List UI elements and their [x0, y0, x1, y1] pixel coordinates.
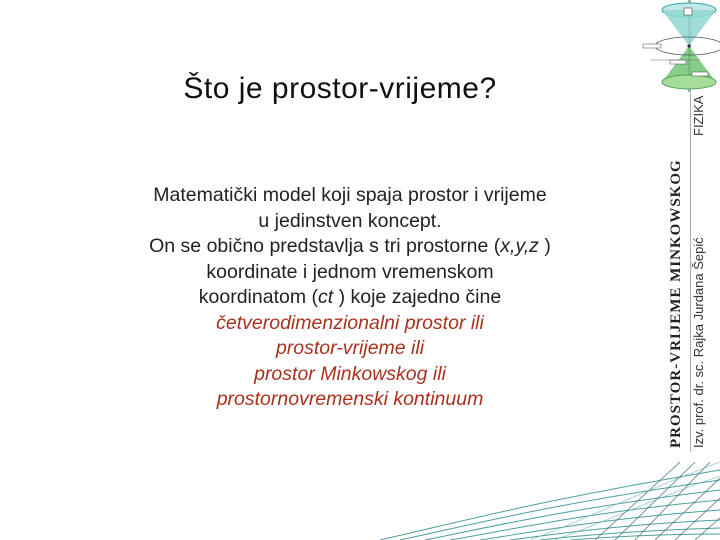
body-line-5-start: koordinatom ( — [198, 286, 318, 308]
body-line-5-end: ) koje zajedno čine — [333, 286, 502, 308]
body-line-3-end: ) — [538, 235, 551, 257]
term-continuum: prostornovremenski kontinuum — [216, 388, 484, 410]
body-line-4: koordinate i jednom vremenskom — [206, 260, 494, 283]
sidebar — [664, 48, 720, 448]
decorative-lines-icon — [380, 462, 720, 540]
body-line-2: u jedinstven koncept. — [258, 209, 442, 232]
slide-body — [80, 183, 620, 413]
term-minkowski-space: prostor Minkowskog ili — [254, 362, 446, 385]
coordinate-vars: x,y,z — [500, 235, 539, 257]
body-line-3-start: On se obično predstavlja s tri prostorne ( — [149, 235, 501, 257]
slide-title: Što je prostor-vrijeme? — [183, 72, 497, 105]
sidebar-subject: FIZIKA — [691, 95, 706, 136]
term-four-dimensional: četverodimenzionalni prostor ili — [216, 311, 484, 334]
light-cone-logo-icon — [640, 0, 720, 92]
term-spacetime: prostor-vrijeme ili — [275, 337, 425, 359]
time-coordinate-var: ct — [318, 286, 334, 308]
body-line-5 — [80, 285, 620, 311]
sidebar-heading: PROSTOR-VRIJEME MINKOWSKOG — [668, 159, 684, 448]
sidebar-author: Izv. prof. dr. sc. Rajka Jurdana Šepić — [691, 237, 706, 448]
body-line-3 — [80, 234, 620, 260]
sidebar-subline — [688, 48, 710, 448]
body-line-1: Matematički model koji spaja prostor i vrijeme — [153, 184, 547, 206]
